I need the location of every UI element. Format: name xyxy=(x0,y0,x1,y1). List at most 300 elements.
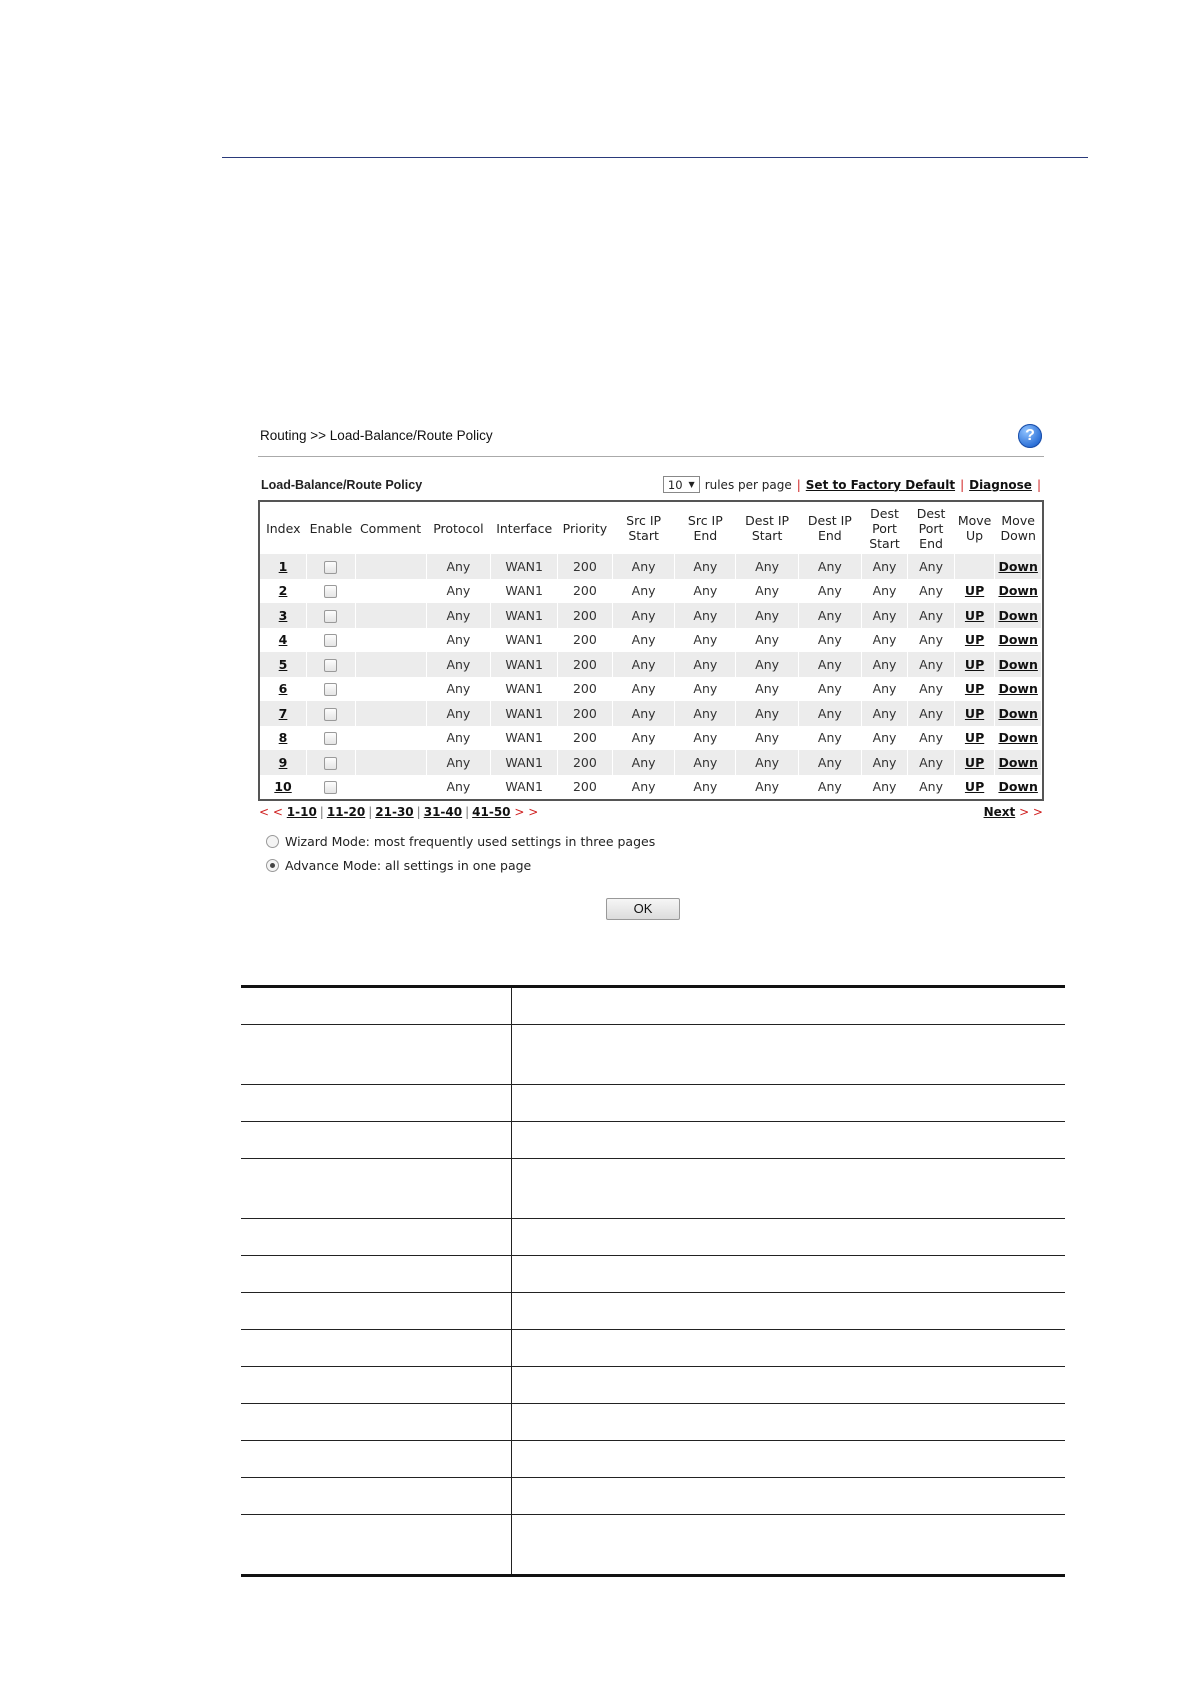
column-header-text: End xyxy=(817,528,842,543)
move-down-cell xyxy=(995,775,1042,800)
description-row xyxy=(241,1404,1065,1441)
dest-port-start-cell: Any xyxy=(861,701,908,726)
interface-cell: WAN1 xyxy=(491,628,558,653)
advance-mode-option[interactable] xyxy=(258,856,1044,880)
dest-ip-end-cell: Any xyxy=(798,603,861,628)
table-row xyxy=(260,775,1042,800)
description-cell xyxy=(512,1085,1065,1121)
index-cell xyxy=(260,775,307,800)
enable-cell xyxy=(307,750,356,775)
column-header-text: End xyxy=(693,528,718,543)
page-link[interactable]: 11-20 xyxy=(326,805,366,819)
dest-ip-start-cell: Any xyxy=(736,652,799,677)
column-header-comment xyxy=(355,502,426,554)
priority-cell: 200 xyxy=(558,579,613,604)
enable-cell xyxy=(307,603,356,628)
priority-cell: 200 xyxy=(558,603,613,628)
enable-checkbox[interactable] xyxy=(324,683,337,696)
description-cell xyxy=(241,988,512,1024)
index-cell xyxy=(260,677,307,702)
enable-cell xyxy=(307,628,356,653)
column-header-text: Start xyxy=(751,528,783,543)
enable-cell xyxy=(307,652,356,677)
priority-cell: 200 xyxy=(558,701,613,726)
dest-port-start-cell: Any xyxy=(861,750,908,775)
policy-table xyxy=(260,502,1042,799)
table-row xyxy=(260,726,1042,751)
description-row xyxy=(241,1256,1065,1293)
move-down-cell xyxy=(995,726,1042,751)
move-up-cell xyxy=(954,554,994,579)
column-header-text: Dest IP xyxy=(807,513,852,528)
enable-cell xyxy=(307,775,356,800)
table-toolbar xyxy=(258,474,1044,498)
move-up-link[interactable]: UP xyxy=(964,754,985,770)
move-down-link[interactable]: Down xyxy=(998,607,1038,623)
chevron-down-icon: ▼ xyxy=(688,480,695,489)
set-factory-default-link[interactable]: Set to Factory Default xyxy=(805,477,956,492)
page-link[interactable]: 1-10 xyxy=(286,805,317,819)
column-header-dest-ip-end xyxy=(798,502,861,554)
dest-ip-end-cell: Any xyxy=(798,775,861,800)
enable-checkbox[interactable] xyxy=(324,610,337,623)
dest-port-end-cell: Any xyxy=(908,726,955,751)
page-separator: | xyxy=(319,805,324,819)
interface-cell: WAN1 xyxy=(491,554,558,579)
wizard-mode-option[interactable] xyxy=(258,832,1044,856)
description-row xyxy=(241,1085,1065,1122)
description-cell xyxy=(241,1219,512,1255)
table-row xyxy=(260,750,1042,775)
diagnose-link[interactable]: Diagnose xyxy=(969,477,1032,492)
interface-cell: WAN1 xyxy=(491,775,558,800)
comment-cell xyxy=(355,701,426,726)
page-link[interactable]: 41-50 xyxy=(472,805,511,819)
comment-cell xyxy=(355,628,426,653)
move-up-link[interactable]: UP xyxy=(964,730,985,746)
src-ip-start-cell: Any xyxy=(612,726,675,751)
column-header-dest-port-end xyxy=(908,502,955,554)
description-cell xyxy=(512,1122,1065,1158)
rule-index-link[interactable]: 4 xyxy=(278,632,288,648)
more-pages-arrows: > > xyxy=(514,805,539,819)
move-up-cell xyxy=(954,726,994,751)
advance-mode-label: Advance Mode: all settings in one page xyxy=(285,858,532,873)
column-header-dest-ip-start xyxy=(736,502,799,554)
column-header-text: End xyxy=(919,535,943,551)
dest-ip-start-cell: Any xyxy=(736,603,799,628)
move-up-link[interactable]: UP xyxy=(964,681,985,697)
src-ip-start-cell: Any xyxy=(612,603,675,628)
column-header-text: Port xyxy=(918,520,944,536)
dest-ip-end-cell: Any xyxy=(798,677,861,702)
panel-header xyxy=(258,420,1044,457)
description-cell xyxy=(512,1159,1065,1218)
comment-cell xyxy=(355,579,426,604)
description-row xyxy=(241,1330,1065,1367)
comment-cell xyxy=(355,603,426,628)
column-header-interface xyxy=(491,502,558,554)
page-links xyxy=(259,805,538,819)
protocol-cell: Any xyxy=(426,701,491,726)
rules-per-page-select[interactable] xyxy=(663,476,700,493)
description-cell xyxy=(512,1478,1065,1514)
enable-checkbox[interactable] xyxy=(324,561,337,574)
separator: | xyxy=(796,477,801,492)
src-ip-end-cell: Any xyxy=(675,750,736,775)
interface-cell: WAN1 xyxy=(491,726,558,751)
dest-ip-start-cell: Any xyxy=(736,628,799,653)
ok-button[interactable]: OK xyxy=(606,898,680,920)
policy-table-frame xyxy=(258,500,1044,801)
column-header-text: Down xyxy=(1000,528,1036,543)
src-ip-start-cell: Any xyxy=(612,579,675,604)
table-row xyxy=(260,652,1042,677)
column-header-text: Move xyxy=(957,513,992,528)
column-header-enable xyxy=(307,502,356,554)
next-link[interactable]: Next xyxy=(983,805,1016,819)
src-ip-end-cell: Any xyxy=(675,628,736,653)
column-header-text: Src IP xyxy=(626,513,662,528)
dest-ip-start-cell: Any xyxy=(736,726,799,751)
rule-index-link[interactable]: 7 xyxy=(278,705,288,721)
move-up-cell xyxy=(954,775,994,800)
protocol-cell: Any xyxy=(426,554,491,579)
prev-arrows: < < xyxy=(259,805,283,819)
interface-cell: WAN1 xyxy=(491,677,558,702)
move-down-link[interactable]: Down xyxy=(998,583,1038,599)
move-up-cell xyxy=(954,701,994,726)
dest-port-end-cell: Any xyxy=(908,554,955,579)
column-header-src-ip-end xyxy=(675,502,736,554)
description-row xyxy=(241,1219,1065,1256)
enable-checkbox[interactable] xyxy=(324,634,337,647)
rules-per-page-label: rules per page xyxy=(704,477,792,492)
src-ip-start-cell: Any xyxy=(612,554,675,579)
src-ip-end-cell: Any xyxy=(675,775,736,800)
dest-port-end-cell: Any xyxy=(908,701,955,726)
dest-port-start-cell: Any xyxy=(861,652,908,677)
next-arrows: > > xyxy=(1019,805,1043,819)
comment-cell xyxy=(355,677,426,702)
table-row xyxy=(260,628,1042,653)
rules-per-page-value: 10 xyxy=(667,477,683,492)
protocol-cell: Any xyxy=(426,677,491,702)
move-down-cell xyxy=(995,554,1042,579)
move-down-cell xyxy=(995,701,1042,726)
description-cell xyxy=(241,1515,512,1574)
protocol-cell: Any xyxy=(426,603,491,628)
src-ip-end-cell: Any xyxy=(675,701,736,726)
src-ip-start-cell: Any xyxy=(612,750,675,775)
dest-ip-end-cell: Any xyxy=(798,726,861,751)
description-cell xyxy=(241,1159,512,1218)
description-table xyxy=(241,985,1065,1577)
dest-port-start-cell: Any xyxy=(861,775,908,800)
page-separator: | xyxy=(368,805,373,819)
move-up-cell xyxy=(954,579,994,604)
interface-cell: WAN1 xyxy=(491,701,558,726)
src-ip-start-cell: Any xyxy=(612,775,675,800)
move-up-cell xyxy=(954,628,994,653)
move-up-link[interactable]: UP xyxy=(964,607,985,623)
move-up-link[interactable]: UP xyxy=(964,632,985,648)
pagination xyxy=(258,804,1044,822)
description-cell xyxy=(512,1219,1065,1255)
description-cell xyxy=(512,1404,1065,1440)
priority-cell: 200 xyxy=(558,652,613,677)
description-row xyxy=(241,1122,1065,1159)
enable-checkbox[interactable] xyxy=(324,757,337,770)
description-row xyxy=(241,1025,1065,1085)
src-ip-end-cell: Any xyxy=(675,677,736,702)
move-up-link[interactable]: UP xyxy=(964,779,985,795)
page-top-rule xyxy=(222,157,1088,158)
enable-cell xyxy=(307,554,356,579)
move-down-link[interactable]: Down xyxy=(998,705,1038,721)
dest-ip-start-cell: Any xyxy=(736,701,799,726)
description-cell xyxy=(512,1293,1065,1329)
rule-index-link[interactable]: 1 xyxy=(278,558,288,574)
description-cell xyxy=(241,1085,512,1121)
column-header-text: Start xyxy=(628,528,659,543)
description-cell xyxy=(241,1441,512,1477)
page-separator: | xyxy=(416,805,421,819)
index-cell xyxy=(260,726,307,751)
dest-port-end-cell: Any xyxy=(908,677,955,702)
move-up-link[interactable]: UP xyxy=(964,656,985,672)
section-title: Load-Balance/Route Policy xyxy=(261,478,423,492)
enable-checkbox[interactable] xyxy=(324,708,337,721)
priority-cell: 200 xyxy=(558,726,613,751)
advance-mode-radio[interactable] xyxy=(266,859,279,872)
wizard-mode-label: Wizard Mode: most frequently used settings in three pages xyxy=(285,834,656,849)
column-header-src-ip-start xyxy=(612,502,675,554)
description-cell xyxy=(241,1367,512,1403)
dest-ip-start-cell: Any xyxy=(736,677,799,702)
description-cell xyxy=(512,1256,1065,1292)
protocol-cell: Any xyxy=(426,579,491,604)
description-cell xyxy=(241,1404,512,1440)
dest-ip-end-cell: Any xyxy=(798,652,861,677)
enable-cell xyxy=(307,726,356,751)
dest-port-end-cell: Any xyxy=(908,603,955,628)
protocol-cell: Any xyxy=(426,628,491,653)
src-ip-start-cell: Any xyxy=(612,628,675,653)
separator: | xyxy=(1036,477,1041,492)
move-up-link[interactable]: UP xyxy=(964,705,985,721)
load-balance-panel xyxy=(258,420,1044,916)
enable-cell xyxy=(307,579,356,604)
index-cell xyxy=(260,652,307,677)
description-cell xyxy=(512,1515,1065,1574)
toolbar-actions xyxy=(663,476,1041,493)
move-down-cell xyxy=(995,652,1042,677)
src-ip-start-cell: Any xyxy=(612,701,675,726)
dest-ip-end-cell: Any xyxy=(798,579,861,604)
index-cell xyxy=(260,554,307,579)
enable-checkbox[interactable] xyxy=(324,585,337,598)
dest-port-end-cell: Any xyxy=(908,750,955,775)
src-ip-start-cell: Any xyxy=(612,677,675,702)
column-header-text: Dest xyxy=(916,505,946,521)
column-header-dest-port-start xyxy=(861,502,908,554)
move-up-cell xyxy=(954,677,994,702)
enable-checkbox[interactable] xyxy=(324,659,337,672)
column-header-move-down xyxy=(995,502,1042,554)
column-header-text: Index xyxy=(266,520,301,536)
comment-cell xyxy=(355,726,426,751)
dest-ip-start-cell: Any xyxy=(736,554,799,579)
column-header-text: Protocol xyxy=(433,520,484,536)
dest-port-start-cell: Any xyxy=(861,579,908,604)
description-cell xyxy=(241,1025,512,1084)
column-header-text: Dest IP xyxy=(745,513,790,528)
index-cell xyxy=(260,701,307,726)
interface-cell: WAN1 xyxy=(491,579,558,604)
column-header-priority xyxy=(558,502,613,554)
index-cell xyxy=(260,603,307,628)
move-down-cell xyxy=(995,750,1042,775)
dest-ip-end-cell: Any xyxy=(798,554,861,579)
column-header-text: Move xyxy=(1001,513,1035,528)
rule-index-link[interactable]: 3 xyxy=(278,607,288,623)
enable-cell xyxy=(307,677,356,702)
separator: | xyxy=(960,477,965,492)
dest-port-start-cell: Any xyxy=(861,726,908,751)
dest-ip-start-cell: Any xyxy=(736,750,799,775)
page-link[interactable]: 31-40 xyxy=(423,805,463,819)
move-up-cell xyxy=(954,652,994,677)
description-cell xyxy=(241,1293,512,1329)
column-header-text: Interface xyxy=(496,520,553,536)
priority-cell: 200 xyxy=(558,554,613,579)
interface-cell: WAN1 xyxy=(491,652,558,677)
help-icon[interactable]: ? xyxy=(1018,424,1042,448)
interface-cell: WAN1 xyxy=(491,603,558,628)
column-header-text: Src IP xyxy=(687,513,723,528)
dest-port-end-cell: Any xyxy=(908,775,955,800)
dest-ip-end-cell: Any xyxy=(798,701,861,726)
move-up-cell xyxy=(954,603,994,628)
description-row xyxy=(241,1515,1065,1577)
move-down-cell xyxy=(995,603,1042,628)
description-row xyxy=(241,1367,1065,1404)
table-row xyxy=(260,701,1042,726)
rule-index-link[interactable]: 2 xyxy=(278,583,288,599)
move-up-cell xyxy=(954,750,994,775)
index-cell xyxy=(260,579,307,604)
table-row xyxy=(260,603,1042,628)
next-page xyxy=(984,805,1043,819)
wizard-mode-radio[interactable] xyxy=(266,835,279,848)
index-cell xyxy=(260,750,307,775)
rule-index-link[interactable]: 10 xyxy=(274,779,292,795)
enable-checkbox[interactable] xyxy=(324,781,337,794)
description-cell xyxy=(512,988,1065,1024)
rule-index-link[interactable]: 8 xyxy=(278,730,288,746)
src-ip-start-cell: Any xyxy=(612,652,675,677)
column-header-text: Dest xyxy=(870,505,899,521)
description-cell xyxy=(512,1441,1065,1477)
description-row xyxy=(241,1441,1065,1478)
table-body xyxy=(260,554,1042,799)
description-cell xyxy=(241,1330,512,1366)
description-cell xyxy=(512,1330,1065,1366)
rule-index-link[interactable]: 6 xyxy=(278,681,288,697)
description-cell xyxy=(241,1122,512,1158)
protocol-cell: Any xyxy=(426,750,491,775)
description-cell xyxy=(241,1256,512,1292)
dest-port-start-cell: Any xyxy=(861,677,908,702)
column-header-text: Start xyxy=(869,535,900,551)
priority-cell: 200 xyxy=(558,677,613,702)
move-down-link[interactable]: Down xyxy=(998,681,1038,697)
move-down-link[interactable]: Down xyxy=(998,754,1038,770)
column-header-text: Enable xyxy=(309,520,353,536)
breadcrumb: Routing >> Load-Balance/Route Policy xyxy=(260,428,493,443)
description-cell xyxy=(512,1367,1065,1403)
enable-cell xyxy=(307,701,356,726)
priority-cell: 200 xyxy=(558,628,613,653)
interface-cell: WAN1 xyxy=(491,750,558,775)
move-down-link[interactable]: Down xyxy=(998,558,1038,574)
src-ip-end-cell: Any xyxy=(675,726,736,751)
dest-port-start-cell: Any xyxy=(861,628,908,653)
dest-ip-end-cell: Any xyxy=(798,750,861,775)
src-ip-end-cell: Any xyxy=(675,554,736,579)
move-down-cell xyxy=(995,677,1042,702)
dest-port-end-cell: Any xyxy=(908,579,955,604)
move-down-link[interactable]: Down xyxy=(998,730,1038,746)
comment-cell xyxy=(355,775,426,800)
column-header-text: Port xyxy=(872,520,897,536)
move-up-link[interactable]: UP xyxy=(964,583,985,599)
column-header-protocol xyxy=(426,502,491,554)
dest-ip-start-cell: Any xyxy=(736,775,799,800)
table-row xyxy=(260,677,1042,702)
move-down-link[interactable]: Down xyxy=(998,632,1038,648)
dest-port-end-cell: Any xyxy=(908,652,955,677)
table-header-row xyxy=(260,502,1042,554)
description-cell xyxy=(241,1478,512,1514)
move-down-cell xyxy=(995,579,1042,604)
index-cell xyxy=(260,628,307,653)
dest-ip-end-cell: Any xyxy=(798,628,861,653)
rule-index-link[interactable]: 5 xyxy=(278,656,288,672)
protocol-cell: Any xyxy=(426,726,491,751)
move-down-link[interactable]: Down xyxy=(998,779,1038,795)
comment-cell xyxy=(355,750,426,775)
rule-index-link[interactable]: 9 xyxy=(278,754,288,770)
priority-cell: 200 xyxy=(558,775,613,800)
page-link[interactable]: 21-30 xyxy=(375,805,414,819)
priority-cell: 200 xyxy=(558,750,613,775)
comment-cell xyxy=(355,652,426,677)
enable-checkbox[interactable] xyxy=(324,732,337,745)
column-header-index xyxy=(260,502,307,554)
description-row xyxy=(241,1159,1065,1219)
description-row xyxy=(241,1478,1065,1515)
src-ip-end-cell: Any xyxy=(675,652,736,677)
src-ip-end-cell: Any xyxy=(675,603,736,628)
protocol-cell: Any xyxy=(426,775,491,800)
move-down-link[interactable]: Down xyxy=(998,656,1038,672)
column-header-move-up xyxy=(954,502,994,554)
table-row xyxy=(260,554,1042,579)
description-row xyxy=(241,1293,1065,1330)
dest-port-start-cell: Any xyxy=(861,554,908,579)
